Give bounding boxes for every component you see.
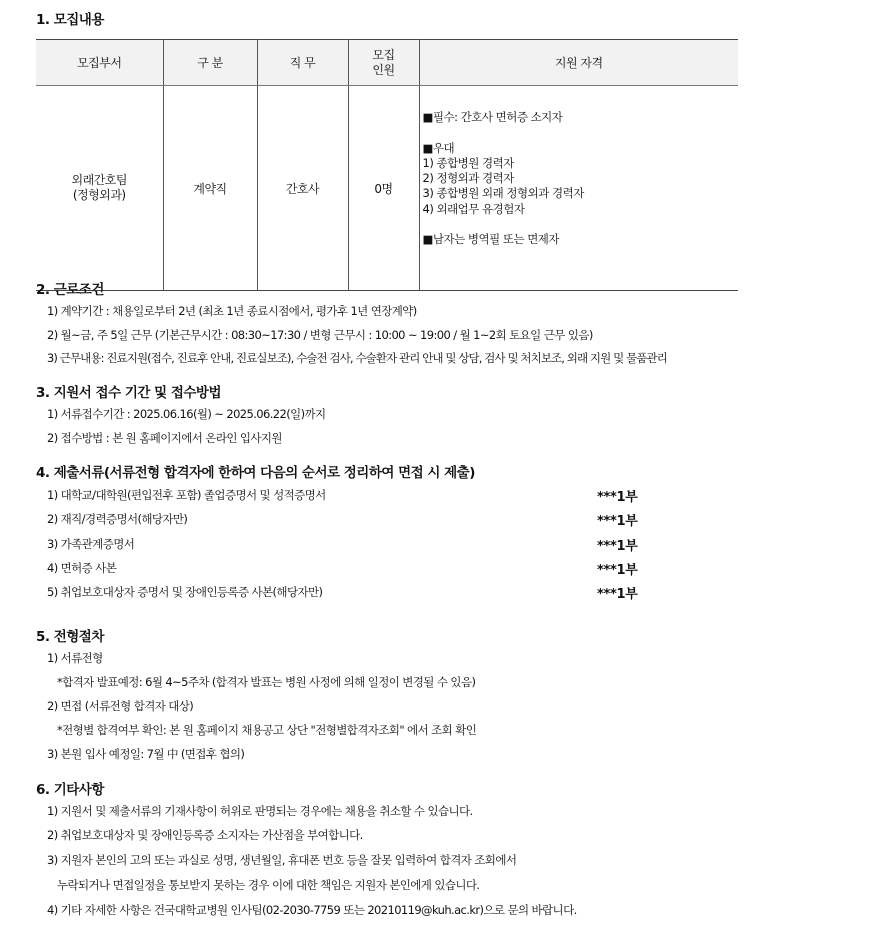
- section-3-title: 3. 지원서 접수 기간 및 접수방법: [36, 385, 222, 401]
- section-4-title: 4. 제출서류(서류전형 합격자에 한하여 다음의 순서로 정리하여 면접 시 제출): [36, 465, 475, 481]
- header-count: [348, 40, 419, 86]
- misc-item: 1) 지원서 및 제출서류의 기재사항이 허위로 판명되는 경우에는 채용을 취소할 수 있습니다.: [47, 804, 473, 818]
- qual-line: ■우대: [422, 140, 455, 155]
- header-count-line2: 인원: [372, 62, 395, 77]
- misc-item-continued: 누락되거나 면접일정을 통보받지 못하는 경우 이에 대한 책임은 지원자 본인에게 있습니다.: [57, 878, 480, 892]
- condition-item: 2) 월~금, 주 5일 근무 (기본근무시간 : 08:30~17:30 / 변형 근무시 : 10:00 ~ 19:00 / 월 1~2회 토요일 근무 있음): [47, 328, 593, 342]
- cell-dept-line1: 외래간호팀: [71, 173, 127, 187]
- qual-line: ■필수: 간호사 면허증 소지자: [422, 110, 563, 124]
- document-count: ***1부: [597, 490, 638, 505]
- header-type: 구 분: [163, 40, 257, 86]
- document-item: 5) 취업보호대상자 증명서 및 장애인등록증 사본(해당자만): [47, 585, 323, 599]
- cell-duty: 간호사: [257, 86, 348, 291]
- cell-type: 계약직: [163, 86, 257, 291]
- document-count: ***1부: [597, 514, 638, 529]
- header-dept: 모집부서: [36, 40, 163, 86]
- document-item: 1) 대학교/대학원(편입전후 포함) 졸업증명서 및 성적증명서: [47, 488, 326, 502]
- document-count: ***1부: [597, 539, 638, 554]
- cell-dept: [36, 86, 163, 291]
- process-item: 2) 면접 (서류전형 합격자 대상): [47, 699, 194, 713]
- qual-line: 2) 정형외과 경력자: [422, 171, 514, 186]
- application-item: 2) 접수방법 : 본 원 홈페이지에서 온라인 입사지원: [47, 431, 282, 445]
- qual-line: ■남자는 병역필 또는 면제자: [422, 232, 560, 247]
- process-note: *합격자 발표예정: 6월 4~5주차 (합격자 발표는 병원 사정에 의해 일정이 변경될 수 있음): [57, 675, 476, 689]
- document-item: 2) 재직/경력증명서(해당자만): [47, 512, 188, 526]
- section-1-title: 1. 모집내용: [36, 12, 104, 28]
- section-6-title: 6. 기타사항: [36, 782, 104, 798]
- process-note: *전형별 합격여부 확인: 본 원 홈페이지 채용공고 상단 "전형별합격자조회" 에서 조회 확인: [57, 723, 477, 737]
- qual-line: [423, 217, 739, 232]
- qual-line: 3) 종합병원 외래 정형외과 경력자: [422, 186, 584, 201]
- process-item: 1) 서류전형: [47, 651, 103, 665]
- section-2-title: 2. 근로조건: [36, 282, 104, 298]
- process-item: 3) 본원 입사 예정일: 7월 中 (면접후 협의): [47, 747, 245, 761]
- cell-dept-line2: (정형외과): [72, 188, 126, 202]
- table-header-row: [36, 40, 738, 86]
- header-count-line1: 모집: [372, 47, 395, 62]
- cell-count: 0명: [348, 86, 419, 291]
- document-count: ***1부: [597, 587, 638, 602]
- document-item: 4) 면허증 사본: [47, 561, 117, 575]
- qual-line: 1) 종합병원 경력자: [422, 155, 514, 170]
- application-item: 1) 서류접수기간 : 2025.06.16(월) ~ 2025.06.22(일)까지: [47, 407, 326, 421]
- document-count: ***1부: [597, 563, 638, 578]
- misc-item: 3) 지원자 본인의 고의 또는 과실로 성명, 생년월일, 휴대폰 번호 등을 잘못 입력하여 합격자 조회에서: [47, 853, 517, 867]
- document-item: 3) 가족관계증명서: [47, 537, 135, 551]
- qual-line: 4) 외래업무 유경험자: [422, 201, 525, 216]
- misc-item: 4) 기타 자세한 사항은 건국대학교병원 인사팀(02-2030-7759 또는 20210119@kuh.ac.kr)으로 문의 바랍니다.: [47, 903, 577, 917]
- misc-item: 2) 취업보호대상자 및 장애인등록증 소지자는 가산점을 부여합니다.: [47, 828, 363, 842]
- recruitment-table: [36, 39, 738, 291]
- condition-item: 3) 근무내용: 진료지원(접수, 진료후 안내, 진료실보조), 수술전 검사, 수술환자 관리 안내 및 상담, 검사 및 처치보조, 외래 지원 및 물품관리: [47, 351, 667, 365]
- header-duty: 직 무: [257, 40, 348, 86]
- qual-line: [423, 125, 739, 140]
- section-5-title: 5. 전형절차: [36, 629, 104, 645]
- cell-qualifications: [419, 86, 738, 291]
- table-row: [36, 86, 738, 291]
- header-qual: 지원 자격: [419, 40, 738, 86]
- condition-item: 1) 계약기간 : 채용일로부터 2년 (최초 1년 종료시점에서, 평가후 1년 연장계약): [47, 304, 417, 318]
